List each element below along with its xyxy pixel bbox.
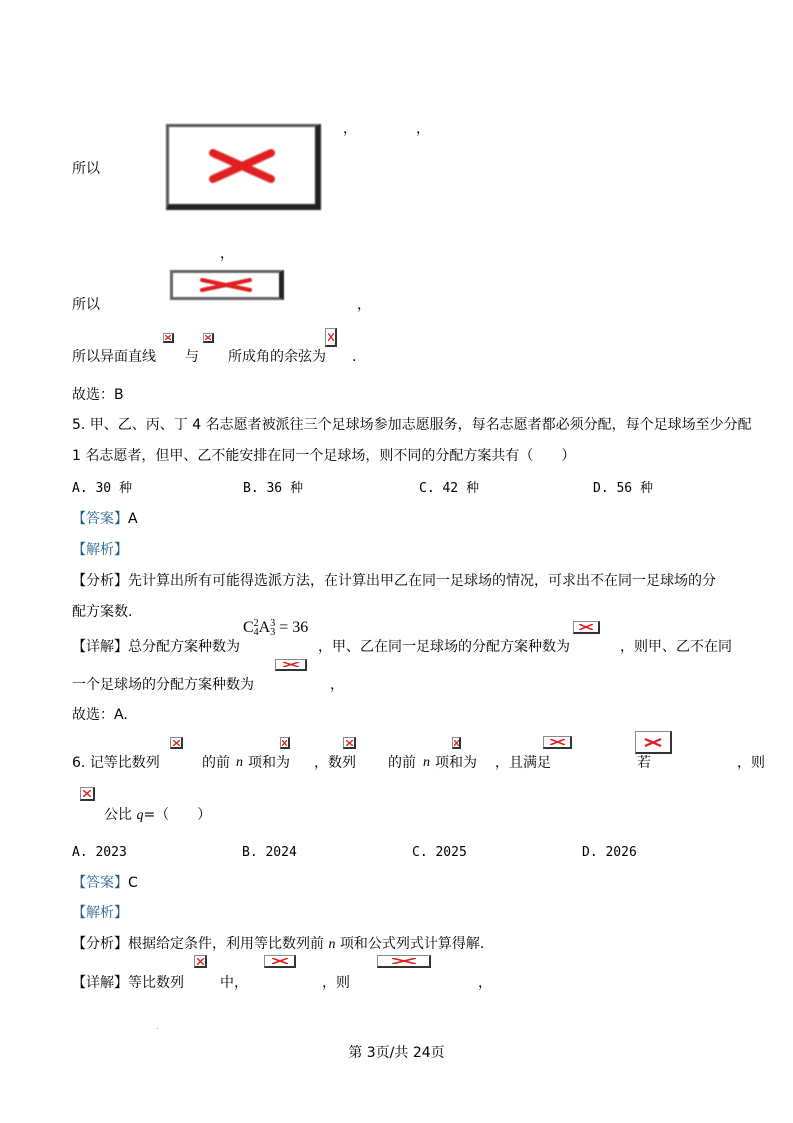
stray-dot (157, 1028, 158, 1029)
q5-stem-line2: 1 名志愿者，但甲、乙不能安排在同一个足球场，则不同的分配方案共有（ ） (72, 448, 576, 464)
q6-stem-p7: ，且满足 (495, 755, 551, 771)
q6-stem-p1: 6. 记等比数列 (72, 755, 160, 771)
var-n: n (328, 937, 336, 952)
detail-text: 总分配方案种数为 (128, 639, 240, 655)
page-footer: 第 3页/共 24页 (348, 1045, 445, 1061)
fenxi-tag: 【分析】 (72, 573, 128, 589)
q6-stem-p4: ，数列 (314, 755, 356, 771)
detail-text: 等比数列 (128, 975, 184, 991)
q5-fenxi-line2: 配方案数. (72, 604, 133, 620)
broken-image-icon (163, 333, 174, 343)
detail-tag: 【详解】 (72, 975, 128, 991)
q6-fenxi (72, 935, 484, 954)
formula-c-sup: 2 (253, 618, 259, 630)
analysis-tag: 【解析】 (72, 905, 128, 921)
formula-c: C (243, 619, 254, 636)
combination-formula (243, 619, 308, 637)
q6-stem-p2: 的前 (202, 755, 230, 771)
q6-stem-p5: 的前 (388, 755, 416, 771)
broken-image-icon (170, 737, 183, 749)
q6-detail-c: ，则 (322, 975, 350, 991)
broken-image-icon (543, 736, 572, 749)
q6-detail-b: 中， (220, 975, 248, 991)
q5-option-d: D. 56 种 (593, 481, 653, 496)
punct-comma: ， (220, 246, 234, 262)
answer-conclusion: 故选：B (72, 387, 124, 403)
fenxi-text: 根据给定条件，利用等比数列前 (128, 936, 324, 952)
punct-comma: ， (357, 297, 371, 313)
var-n: n (236, 755, 243, 770)
broken-image-icon (325, 328, 337, 347)
detail-tag: 【详解】 (72, 639, 128, 655)
broken-image-icon (377, 955, 431, 968)
broken-image-icon (203, 333, 214, 343)
punct-comma: ， (330, 677, 344, 693)
q6-option-b: B. 2024 (242, 845, 297, 860)
text-skew-prefix: 所以异面直线 (72, 349, 156, 365)
broken-image-icon (343, 737, 356, 749)
formula-a-sup: 3 (270, 618, 276, 630)
broken-image-icon (170, 270, 284, 300)
q6-stem-p3: 项和为 (248, 755, 290, 771)
punct-period: . (352, 349, 357, 365)
fenxi-tag: 【分析】 (72, 936, 128, 952)
q5-option-b: B. 36 种 (243, 481, 303, 496)
answer-tag: 【答案】 (72, 511, 128, 527)
answer-tag: 【答案】 (72, 875, 128, 891)
broken-image-icon (280, 737, 290, 749)
answer-value: C (128, 875, 138, 891)
formula-a: A (258, 619, 271, 636)
broken-image-icon (635, 731, 672, 754)
analysis-tag: 【解析】 (72, 542, 128, 558)
broken-image-icon (166, 124, 321, 210)
broken-image-icon (452, 737, 461, 749)
q6-detail-d: ， (478, 975, 492, 991)
punct-comma: ， (416, 121, 430, 137)
broken-image-icon (573, 621, 600, 634)
q6-option-d: D. 2026 (582, 845, 637, 860)
answer-value: A (128, 511, 138, 527)
q5-detail-c: ，则甲、乙不在同 (620, 639, 732, 655)
q6-stem-p9: ，则 (737, 755, 765, 771)
fenxi-text: 先计算出所有可能得选派方法，在计算出甲乙在同一足球场的情况，可求出不在同一足球场的分 (128, 573, 716, 589)
fenxi-text: 项和公式列式计算得解. (339, 936, 485, 952)
text-suoyi: 所以 (72, 297, 100, 313)
text-suoyi: 所以 (72, 161, 100, 177)
q5-option-a: A. 30 种 (72, 481, 132, 496)
q5-option-c: C. 42 种 (419, 481, 479, 496)
broken-image-icon (264, 955, 296, 968)
punct-comma: ， (343, 121, 357, 137)
formula-a-sub: 3 (270, 627, 276, 639)
q5-fenxi-line1 (72, 572, 716, 590)
q5-answer-line (72, 510, 138, 528)
text-skew-suffix: 所成角的余弦为 (228, 349, 326, 365)
q5-detail-line2: 一个足球场的分配方案种数为 (72, 677, 254, 693)
var-n: n (423, 755, 430, 770)
q5-conclusion: 故选：A. (72, 707, 128, 723)
formula-eq: = 36 (275, 619, 309, 636)
q6-ratio (104, 806, 211, 825)
q5-detail-line1 (72, 638, 240, 656)
q6-option-a: A. 2023 (72, 845, 127, 860)
broken-image-icon (275, 659, 307, 671)
formula-c-sub: 4 (253, 627, 259, 639)
broken-image-icon (194, 955, 207, 968)
q6-option-c: C. 2025 (412, 845, 467, 860)
broken-image-icon (80, 787, 95, 801)
q5-detail-b: ，甲、乙在同一足球场的分配方案种数为 (318, 639, 570, 655)
var-q: q (136, 808, 144, 823)
q6-stem-p6: 项和为 (435, 755, 477, 771)
q5-stem-line1: 5. 甲、乙、丙、丁 4 名志愿者被派往三个足球场参加志愿服务，每名志愿者都必须分配，每个足球场至少分配 (72, 417, 752, 433)
text-skew-and: 与 (185, 349, 199, 365)
ratio-prefix: 公比 (104, 807, 132, 823)
q6-detail (72, 974, 184, 992)
q6-answer-line (72, 874, 138, 892)
q6-stem-p8: 若 (637, 755, 651, 771)
ratio-suffix: =（ ） (143, 807, 212, 823)
